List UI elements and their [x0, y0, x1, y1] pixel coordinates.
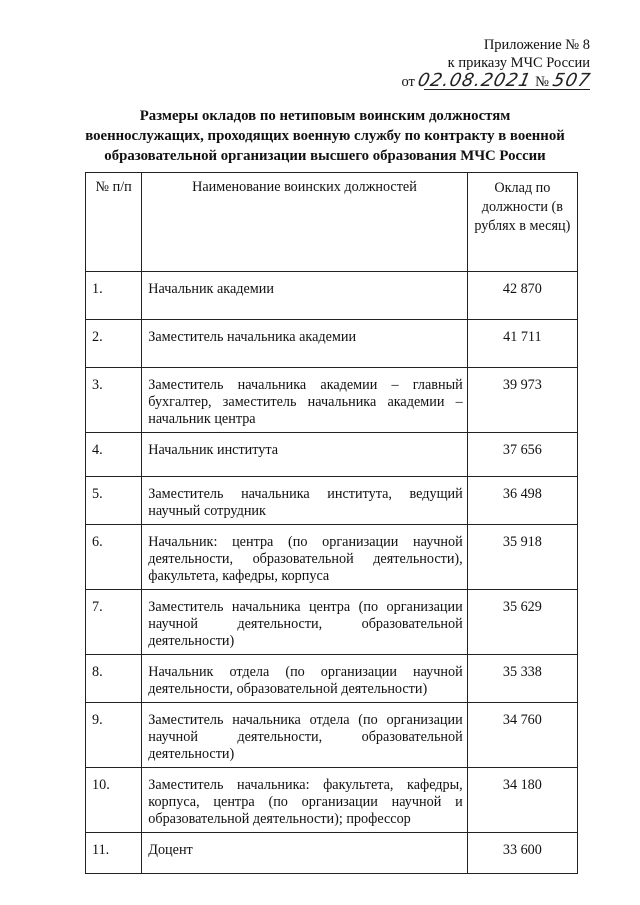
table-row: [86, 590, 578, 655]
row-num: 7.: [86, 590, 142, 655]
header-salary: Оклад по должности (в рублях в месяц): [467, 173, 577, 272]
row-position-name: Заместитель начальника центра (по организации научной деятельности, образовательной деятельности): [142, 590, 467, 655]
row-salary: 34 180: [467, 768, 577, 833]
row-position-name: Начальник академии: [142, 272, 467, 320]
row-salary: 34 760: [467, 703, 577, 768]
row-num: 10.: [86, 768, 142, 833]
table-row: [86, 320, 578, 368]
row-salary: 33 600: [467, 833, 577, 874]
row-position-name: Заместитель начальника: факультета, кафедры, корпуса, центра (по организации научной и образовательной деятельности); профессор: [142, 768, 467, 833]
row-num: 2.: [86, 320, 142, 368]
row-salary: 35 918: [467, 525, 577, 590]
document-title: [60, 106, 590, 166]
table-header-row: [86, 173, 578, 272]
table-row: [86, 833, 578, 874]
row-salary: 39 973: [467, 368, 577, 433]
title-line-1: Размеры окладов по нетиповым воинским должностям: [139, 108, 511, 124]
row-salary: 35 338: [467, 655, 577, 703]
row-position-name: Доцент: [142, 833, 467, 874]
appendix-header: [400, 36, 593, 91]
row-salary: 42 870: [467, 272, 577, 320]
appendix-order-reference: к приказу МЧС России: [447, 55, 590, 71]
row-num: 1.: [86, 272, 142, 320]
row-position-name: Заместитель начальника академии – главный бухгалтер, заместитель начальника академии – начальник центра: [142, 368, 467, 433]
row-position-name: Начальник института: [142, 433, 467, 477]
appendix-number: Приложение № 8: [483, 37, 590, 53]
row-position-name: Заместитель начальника отдела (по организации научной деятельности, образовательной деятельности): [142, 703, 467, 768]
row-num: 4.: [86, 433, 142, 477]
order-date-line: [400, 70, 593, 91]
row-num: 3.: [86, 368, 142, 433]
table-row: [86, 433, 578, 477]
handwritten-date: 02.08.2021: [416, 70, 534, 91]
number-sign: №: [535, 74, 550, 90]
date-underline: [424, 89, 590, 90]
row-num: 8.: [86, 655, 142, 703]
row-position-name: Заместитель начальника академии: [142, 320, 467, 368]
header-position-name: Наименование воинских должностей: [142, 173, 467, 272]
row-position-name: Начальник: центра (по организации научной деятельности, образовательной деятельности), факультета, кафедры, корпуса: [142, 525, 467, 590]
header-num: № п/п: [86, 173, 142, 272]
row-position-name: Заместитель начальника института, ведущий научный сотрудник: [142, 477, 467, 525]
table-row: [86, 368, 578, 433]
row-position-name: Начальник отдела (по организации научной деятельности, образовательной деятельности): [142, 655, 467, 703]
table-row: [86, 768, 578, 833]
table-row: [86, 525, 578, 590]
salary-table: [85, 172, 578, 874]
date-prefix: от: [401, 74, 415, 90]
title-line-3: образовательной организации высшего образования МЧС России: [104, 148, 546, 164]
table-row: [86, 703, 578, 768]
handwritten-order-number: 507: [550, 70, 593, 91]
row-salary: 41 711: [467, 320, 577, 368]
table-row: [86, 272, 578, 320]
table-row: [86, 477, 578, 525]
row-num: 9.: [86, 703, 142, 768]
row-salary: 37 656: [467, 433, 577, 477]
row-num: 6.: [86, 525, 142, 590]
table-row: [86, 655, 578, 703]
row-salary: 35 629: [467, 590, 577, 655]
row-num: 11.: [86, 833, 142, 874]
title-line-2: военнослужащих, проходящих военную службу по контракту в военной: [85, 128, 565, 144]
row-salary: 36 498: [467, 477, 577, 525]
row-num: 5.: [86, 477, 142, 525]
